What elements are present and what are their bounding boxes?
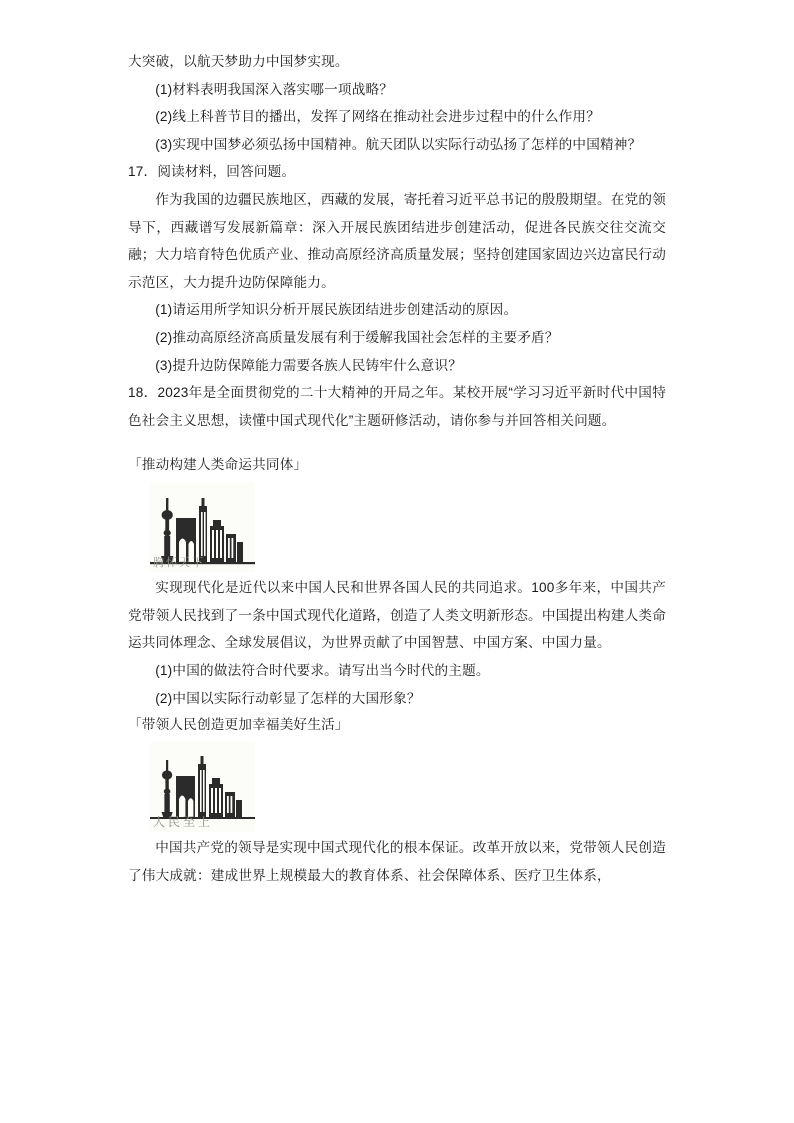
question-18-stem: 18．2023年是全面贯彻党的二十大精神的开局之年。某校开展“学习习近平新时代中国特色社会主义思想，读懂中国式现代化”主题研修活动，请你参与并回答相关问题。 [128,385,666,428]
question-17-stem: 17．阅读材料，回答问题。 [128,164,296,180]
figure-skyline-1-caption: 胸怀天下 [153,557,205,570]
figure-skyline-2 [150,742,255,832]
paragraph-continuation: 大突破，以航天梦助力中国梦实现。 [128,54,349,69]
question-17-3: (3)提升边防保障能力需要各族人民铸牢什么意识？ [155,357,463,373]
section-2-material: 中国共产党的领导是实现中国式现代化的根本保证。改革开放以来，党带领人民创造了伟大成就：建成世界上规模最大的教育体系、社会保障体系、医疗卫生体系， [128,839,666,883]
question-17-material: 作为我国的边疆民族地区，西藏的发展，寄托着习近平总书记的殷殷期望。在党的领导下，西藏谱写发展新篇章：深入开展民族团结进步创建活动，促进各民族交往交流交融；大力培育特色优质产业、推动高原经济高质量发展；坚持创建国家固边兴边富民行动示范区，大力提升边防保障能力。 [128,191,666,290]
question-18-1: (1)中国的做法符合时代要求。请写出当今时代的主题。 [155,662,490,678]
figure-skyline-2-caption: 人民至上 [153,814,214,829]
spacer [128,434,666,452]
section-2-title: 「带领人民创造更加幸福美好生活」 [128,717,349,733]
question-18-2: (2)中国以实际行动彰显了怎样的大国形象？ [155,690,421,706]
question-17-2: (2)推动高原经济高质量发展有利于缓解我国社会怎样的主要矛盾？ [155,329,559,345]
question-16-2: (2)线上科普节目的播出，发挥了网络在推动社会进步过程中的什么作用？ [155,109,601,125]
question-16-3: (3)实现中国梦必须弘扬中国精神。航天团队以实际行动弘扬了怎样的中国精神？ [155,136,642,152]
section-1-material: 实现现代化是近代以来中国人民和世界各国人民的共同追求。100多年来，中国共产党带领人民找到了一条中国式现代化道路，创造了人类文明新形态。中国提出构建人类命运共同体理念、全球发展倡议，为世界贡献了中国智慧、中国方案、中国力量。 [128,580,666,651]
figure-skyline-1 [150,482,255,572]
section-1-title: 「推动构建人类命运共同体」 [128,457,308,473]
question-17-1: (1)请运用所学知识分析开展民族团结进步创建活动的原因。 [155,302,518,318]
question-16-1: (1)材料表明我国深入落实哪一项战略？ [155,81,394,97]
